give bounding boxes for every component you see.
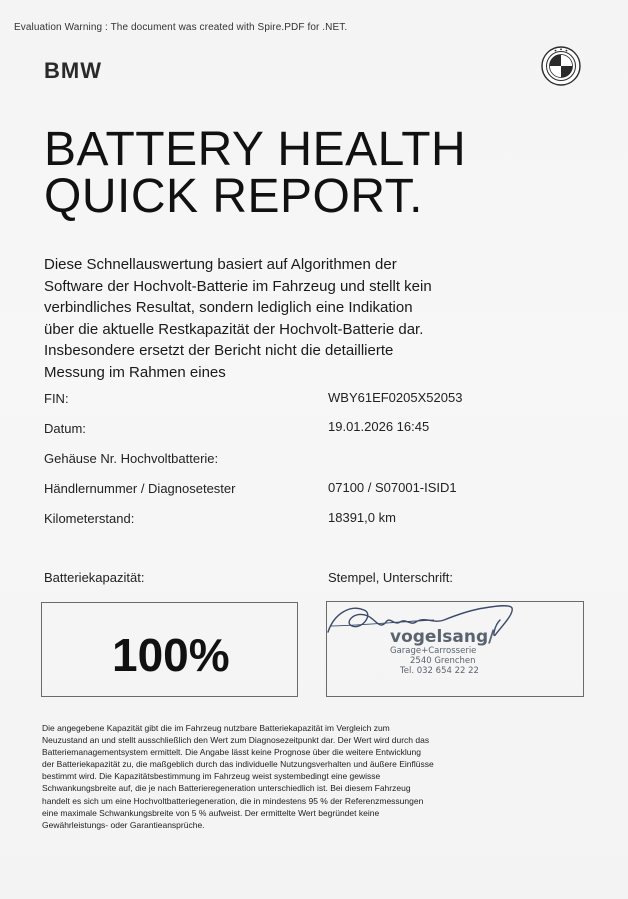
stamp-line-address: 2540 Grenchen xyxy=(410,656,476,666)
field-value-fin: WBY61EF0205X52053 xyxy=(328,390,463,405)
field-label-battery-housing: Gehäuse Nr. Hochvoltbatterie: xyxy=(44,451,219,466)
brand-wordmark: BMW xyxy=(44,58,102,83)
capacity-value: 100% xyxy=(112,629,230,681)
stamp-line-phone: Tel. 032 654 22 22 xyxy=(400,666,479,676)
dealer-stamp xyxy=(390,628,540,676)
intro-section xyxy=(44,254,444,381)
stamp-label: Stempel, Unterschrift: xyxy=(328,570,453,585)
stamp-name: vogelsang/ xyxy=(390,627,495,647)
field-value-mileage: 18391,0 km xyxy=(328,510,396,525)
field-value-dealer: 07100 / S07001-ISID1 xyxy=(328,480,457,495)
field-label-dealer: Händlernummer / Diagnosetester xyxy=(44,481,236,496)
bmw-roundel-icon xyxy=(541,46,581,86)
field-label-fin: FIN: xyxy=(44,391,69,406)
field-label-mileage: Kilometerstand: xyxy=(44,511,135,526)
field-label-date: Datum: xyxy=(44,421,86,436)
evaluation-warning: Evaluation Warning : The document was created with Spire.PDF for .NET. xyxy=(14,22,348,33)
disclaimer-text: Die angegebene Kapazität gibt die im Fahrzeug nutzbare Batteriekapazität im Vergleich zum Neuzustand an und stellt ausschließlich den Wert zum Diagnosezeitpunkt dar. Der Wert wird durch das Batteriemanagementsystem ermittelt. Die Angabe lässt keine Prognose über die weitere Entwicklung der Batteriekapazität zu, die maßgeblich durch das individuelle Nutzungsverhalten und äußere Einflüsse bestimmt wird. Die Kapazitätsbestimmung im Fahrzeug weist systembedingt eine gewisse Schwankungsbreite auf, die je nach Batterieregeneration unterschiedlich ist. Bei diesem Fahrzeug handelt es sich um eine Hochvoltbatteriegeneration, die in mindestens 95 % der Referenzmessungen eine maximale Schwankungsbreite von 5 % aufweist. Der ermittelte Wert begründet keine Gewährleistungs- oder Garantieansprüche. xyxy=(42,723,434,830)
capacity-label: Batteriekapazität: xyxy=(44,570,145,585)
intro-text: Diese Schnellauswertung basiert auf Algorithmen der Software der Hochvolt-Batterie im Fahrzeug und stellt kein verbindliches Resultat, sondern lediglich eine Indikation über die aktuelle Restkapazität der Hochvolt-Batterie dar. Insbesondere ersetzt der Bericht nicht die detaillierte Messung im Rahmen eines xyxy=(44,256,432,381)
report-title: BATTERY HEALTH QUICK REPORT. xyxy=(44,123,467,223)
stamp-line-business: Garage+Carrosserie xyxy=(390,646,477,656)
field-value-date: 19.01.2026 16:45 xyxy=(328,419,430,434)
